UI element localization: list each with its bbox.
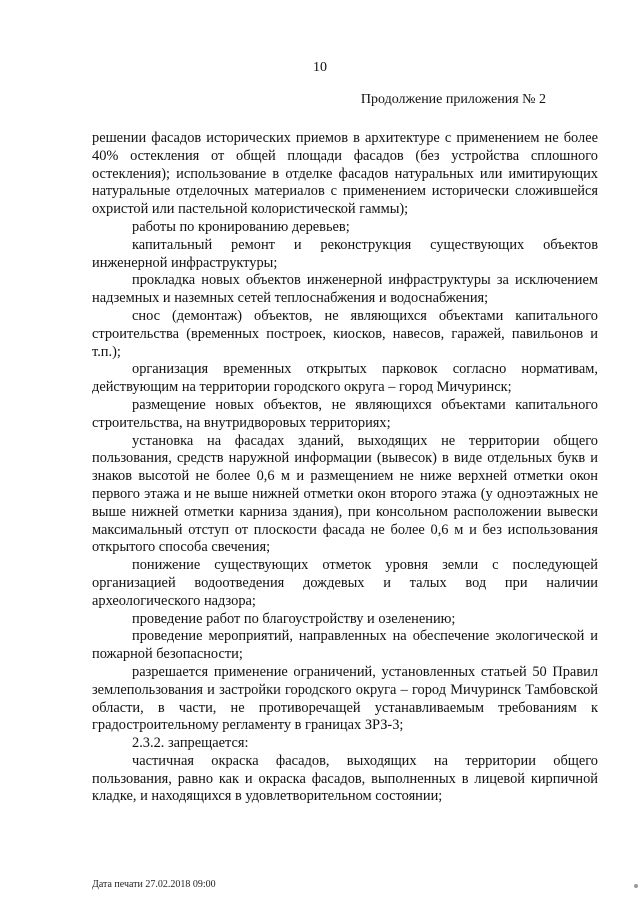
paragraph-ground-level: понижение существующих отметок уровня земли с последующей организацией водоотведения дождевых и талых вод при наличии археологического надзора; [92,557,598,609]
paragraph-safety-measures: проведение мероприятий, направленных на обеспечение экологической и пожарной безопасности; [92,628,598,663]
paragraph-temporary-parking: организация временных открытых парковок согласно нормативам, действующим на территории городского округа – город Мичуринск; [92,361,598,396]
document-body [92,130,598,806]
paragraph-landscaping: проведение работ по благоустройству и озеленению; [132,610,456,627]
paragraph-facade-solutions: решении фасадов исторических приемов в архитектуре с применением не более 40% остекления от общей площади фасадов (без устройства сплошного остекления); использование в отделке фасадов натуральных или имитирующих натуральные отделочных материалов с применением исторически сложившейся охристой или пастельной колористической гаммы); [92,130,598,218]
paragraph-tree-crowning: работы по кронированию деревьев; [132,218,350,235]
page-number: 10 [313,60,327,75]
paragraph-permitted-restrictions: разрешается применение ограничений, установленных статьей 50 Правил землепользования и застройки городского округа – город Мичуринск Тамбовской области, в части, не противоречащей устанавливаемым требованиям к градостроительному регламенту в границах ЗРЗ-3; [92,663,598,734]
paragraph-infrastructure-repair: капитальный ремонт и реконструкция существующих объектов инженерной инфраструктуры; [92,236,598,271]
paragraph-courtyard-objects: размещение новых объектов, не являющихся объектами капитального строительства, на внутридворовых территориях; [92,396,598,431]
scan-mark [634,884,638,888]
print-date: Дата печати 27.02.2018 09:00 [92,879,216,890]
paragraph-partial-painting: частичная окраска фасадов, выходящих на территории общего пользования, равно как и окраска фасадов, выполненных в лицевой кирпичной кладке, и находящихся в удовлетворительном состоянии; [92,752,598,805]
appendix-continuation-note: Продолжение приложения № 2 [360,92,546,107]
paragraph-demolition: снос (демонтаж) объектов, не являющихся объектами капитального строительства (временных построек, киосков, навесов, гаражей, павильонов и т.п.); [92,307,598,360]
section-heading-prohibited: 2.3.2. запрещается: [132,735,249,752]
paragraph-signage: установка на фасадах зданий, выходящих не территории общего пользования, средств наружной информации (вывесок) в виде отдельных букв и знаков высотой не более 0,6 м и размещением не ниже верхней отметки окон первого этажа и не выше нижней отметки окон второго этажа (у одноэтажных не выше нижней отметки карниза здания), при консольном расположении вывески максимальный отступ от плоскости фасада не более 0,6 м и без использования открытого способа свечения; [92,432,598,556]
paragraph-infrastructure-laying: прокладка новых объектов инженерной инфраструктуры за исключением надземных и наземных сетей теплоснабжения и водоснабжения; [92,272,598,307]
